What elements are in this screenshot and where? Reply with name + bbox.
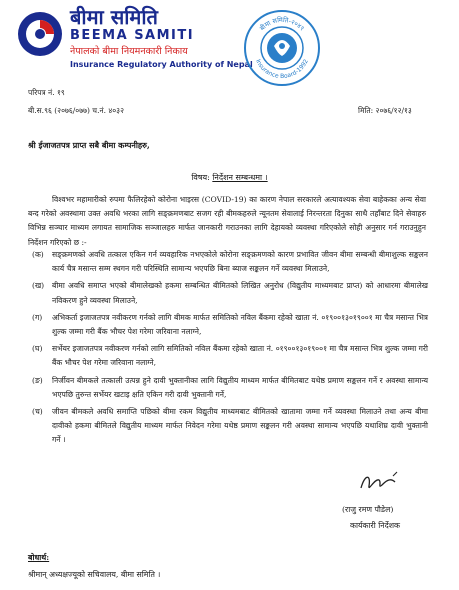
list-item: (च) जीवन बीमकले अवधि समाप्ति पछिको बीमा रकम विद्युतीय माध्यमबाट बीमितको खातामा जम्मा गर्ने व्यवस्था मिलाउने तथा अन्य बीमा दावीको हकमा बीमितले विद्युतीय माध्यम मार्फत निवेदन गरेमा यथेष्ठ प्रमाण सङ्कलन गरी अवस्था सामान्य भएपछि यथाशिघ्र दावी भुक्तानी गर्ने ।	[32, 407, 428, 445]
signature-icon	[355, 468, 405, 498]
beema-samiti-logo-icon	[16, 10, 64, 58]
subject-line	[0, 172, 459, 183]
letter-date: मिति: २०७६/१२/१३	[358, 106, 412, 115]
list-item: (ग) अभिकर्ता इजाजतपत्र नवीकरण गर्नको लागि बीमक मार्फत समितिको नविल बैंकमा रहेको खाता नं. ०१९००१३०१९००१ मा चैत्र मसान्त भित्र शुल्क जम्मा गरी बैंक भौचर पेश गरेमा जरिवाना नलाग्ने,	[32, 312, 428, 337]
addressee: श्री ईजाजतपत्र प्राप्त सबै बीमा कम्पनीहरु,	[28, 140, 150, 150]
seal-text-bottom: Insurance Board-1992	[254, 58, 310, 81]
list-item: (घ) सर्भेयर इजाजतपत्र नवीकरण गर्नको लागि समितिको नविल बैंकमा रहेको खाता नं. ०१९००१३०१९००१ मा चैत्र मसान्त भित्र शुल्क जम्मा गरी बैंक भौचर पेश गरेमा जरिवाना नलाग्ने,	[32, 344, 428, 368]
circular-number: परिपत्र नं. १९	[28, 88, 65, 97]
cc-item: श्रीमान् अध्यक्षज्यूको सचिवालय, बीमा समिति ।	[28, 570, 161, 579]
org-subtitle-np: नेपालको बीमा नियमनकारी निकाय	[70, 46, 188, 57]
fiscal-reference: बी.स.९६ (२०७६/०७७) च.नं. ४०३२	[28, 106, 124, 115]
org-name-np: बीमा समिति	[70, 5, 158, 29]
svg-text:बीमा समिति-२०४९	[258, 16, 306, 32]
cc-label: बोधार्थ:	[28, 553, 50, 562]
brand-block	[70, 6, 270, 70]
org-subtitle-en: Insurance Regulatory Authority of Nepal	[70, 60, 253, 69]
seal-text-top: बीमा समिति-२०४९	[258, 15, 306, 33]
list-item: (ङ) निर्जीवन बीमकले तत्काली उत्पन्न हुने दावी भुक्तानीका लागि विद्युतीय माध्यम मार्फत बीमितबाट यथेष्ठ प्रमाण सङ्कलन गर्ने र अवस्था सामान्य भएपछि तुरुन्त सर्भेयर खटाइ क्षति एकिन गरी दावी भुक्तानी गर्ने,	[32, 375, 428, 399]
subject-text: निर्देशन सम्बन्धमा ।	[212, 173, 268, 182]
list-item: (क) सङ्क्रमणको अवधि तत्काल एकिन गर्न व्यवहारिक नभएकोले कोरोना सङ्क्रमणको कारण प्रभावित जीवन बीमा सम्बन्धी बीमाशुल्क सङ्कलन कार्य चैत्र मसान्त सम्म स्थगन गरी परिस्थिति सामान्य भएपछि बिना ब्याज सङ्कलन गर्ने व्यवस्था मिलाउने,	[32, 250, 428, 274]
directive-list	[28, 248, 428, 451]
subject-label: विषय:	[191, 173, 213, 182]
insurance-board-seal-icon	[242, 8, 322, 88]
list-item: (ख) बीमा अवधि समाप्त भएको बीमालेखको हकमा सम्बन्धित बीमितको लिखित अनुरोध (विद्युतीय माध्यमबाट प्राप्त) को आधारमा बीमालेख नविकरण हुने व्यवस्था मिलाउने,	[32, 281, 428, 305]
signatory-name: (राजु रमण पौडेल)	[342, 505, 394, 514]
intro-paragraph: विश्वभर महामारीको रुपमा फैलिरहेको कोरोना भाइरस (COVID-19) का कारण नेपाल सरकारले अत्यावश्यक सेवा बाहेकका अन्य सेवा बन्द गरेको अवस्थामा उक्त अवधि भरका लागि सङ्क्रमणबाट सजग रही बीमकहरुले न्यूनतम सेवालाई निरन्तरता दिनुका साथै तहाँबाट दिने सेवाहरु विभिन्न सञ्चार माध्यम लगायत सामाजिक सञ्जालहरु मार्फत जानकारी गराउनका लागि देहायको व्यवस्था गरिएकोले सोही अनुसार गर्न गराउनुहुन निर्देशन गरिएको छ :-	[28, 195, 426, 247]
signatory-title: कार्यकारी निर्देशक	[350, 521, 400, 530]
org-name-en: BEEMA SAMITI	[70, 28, 195, 43]
